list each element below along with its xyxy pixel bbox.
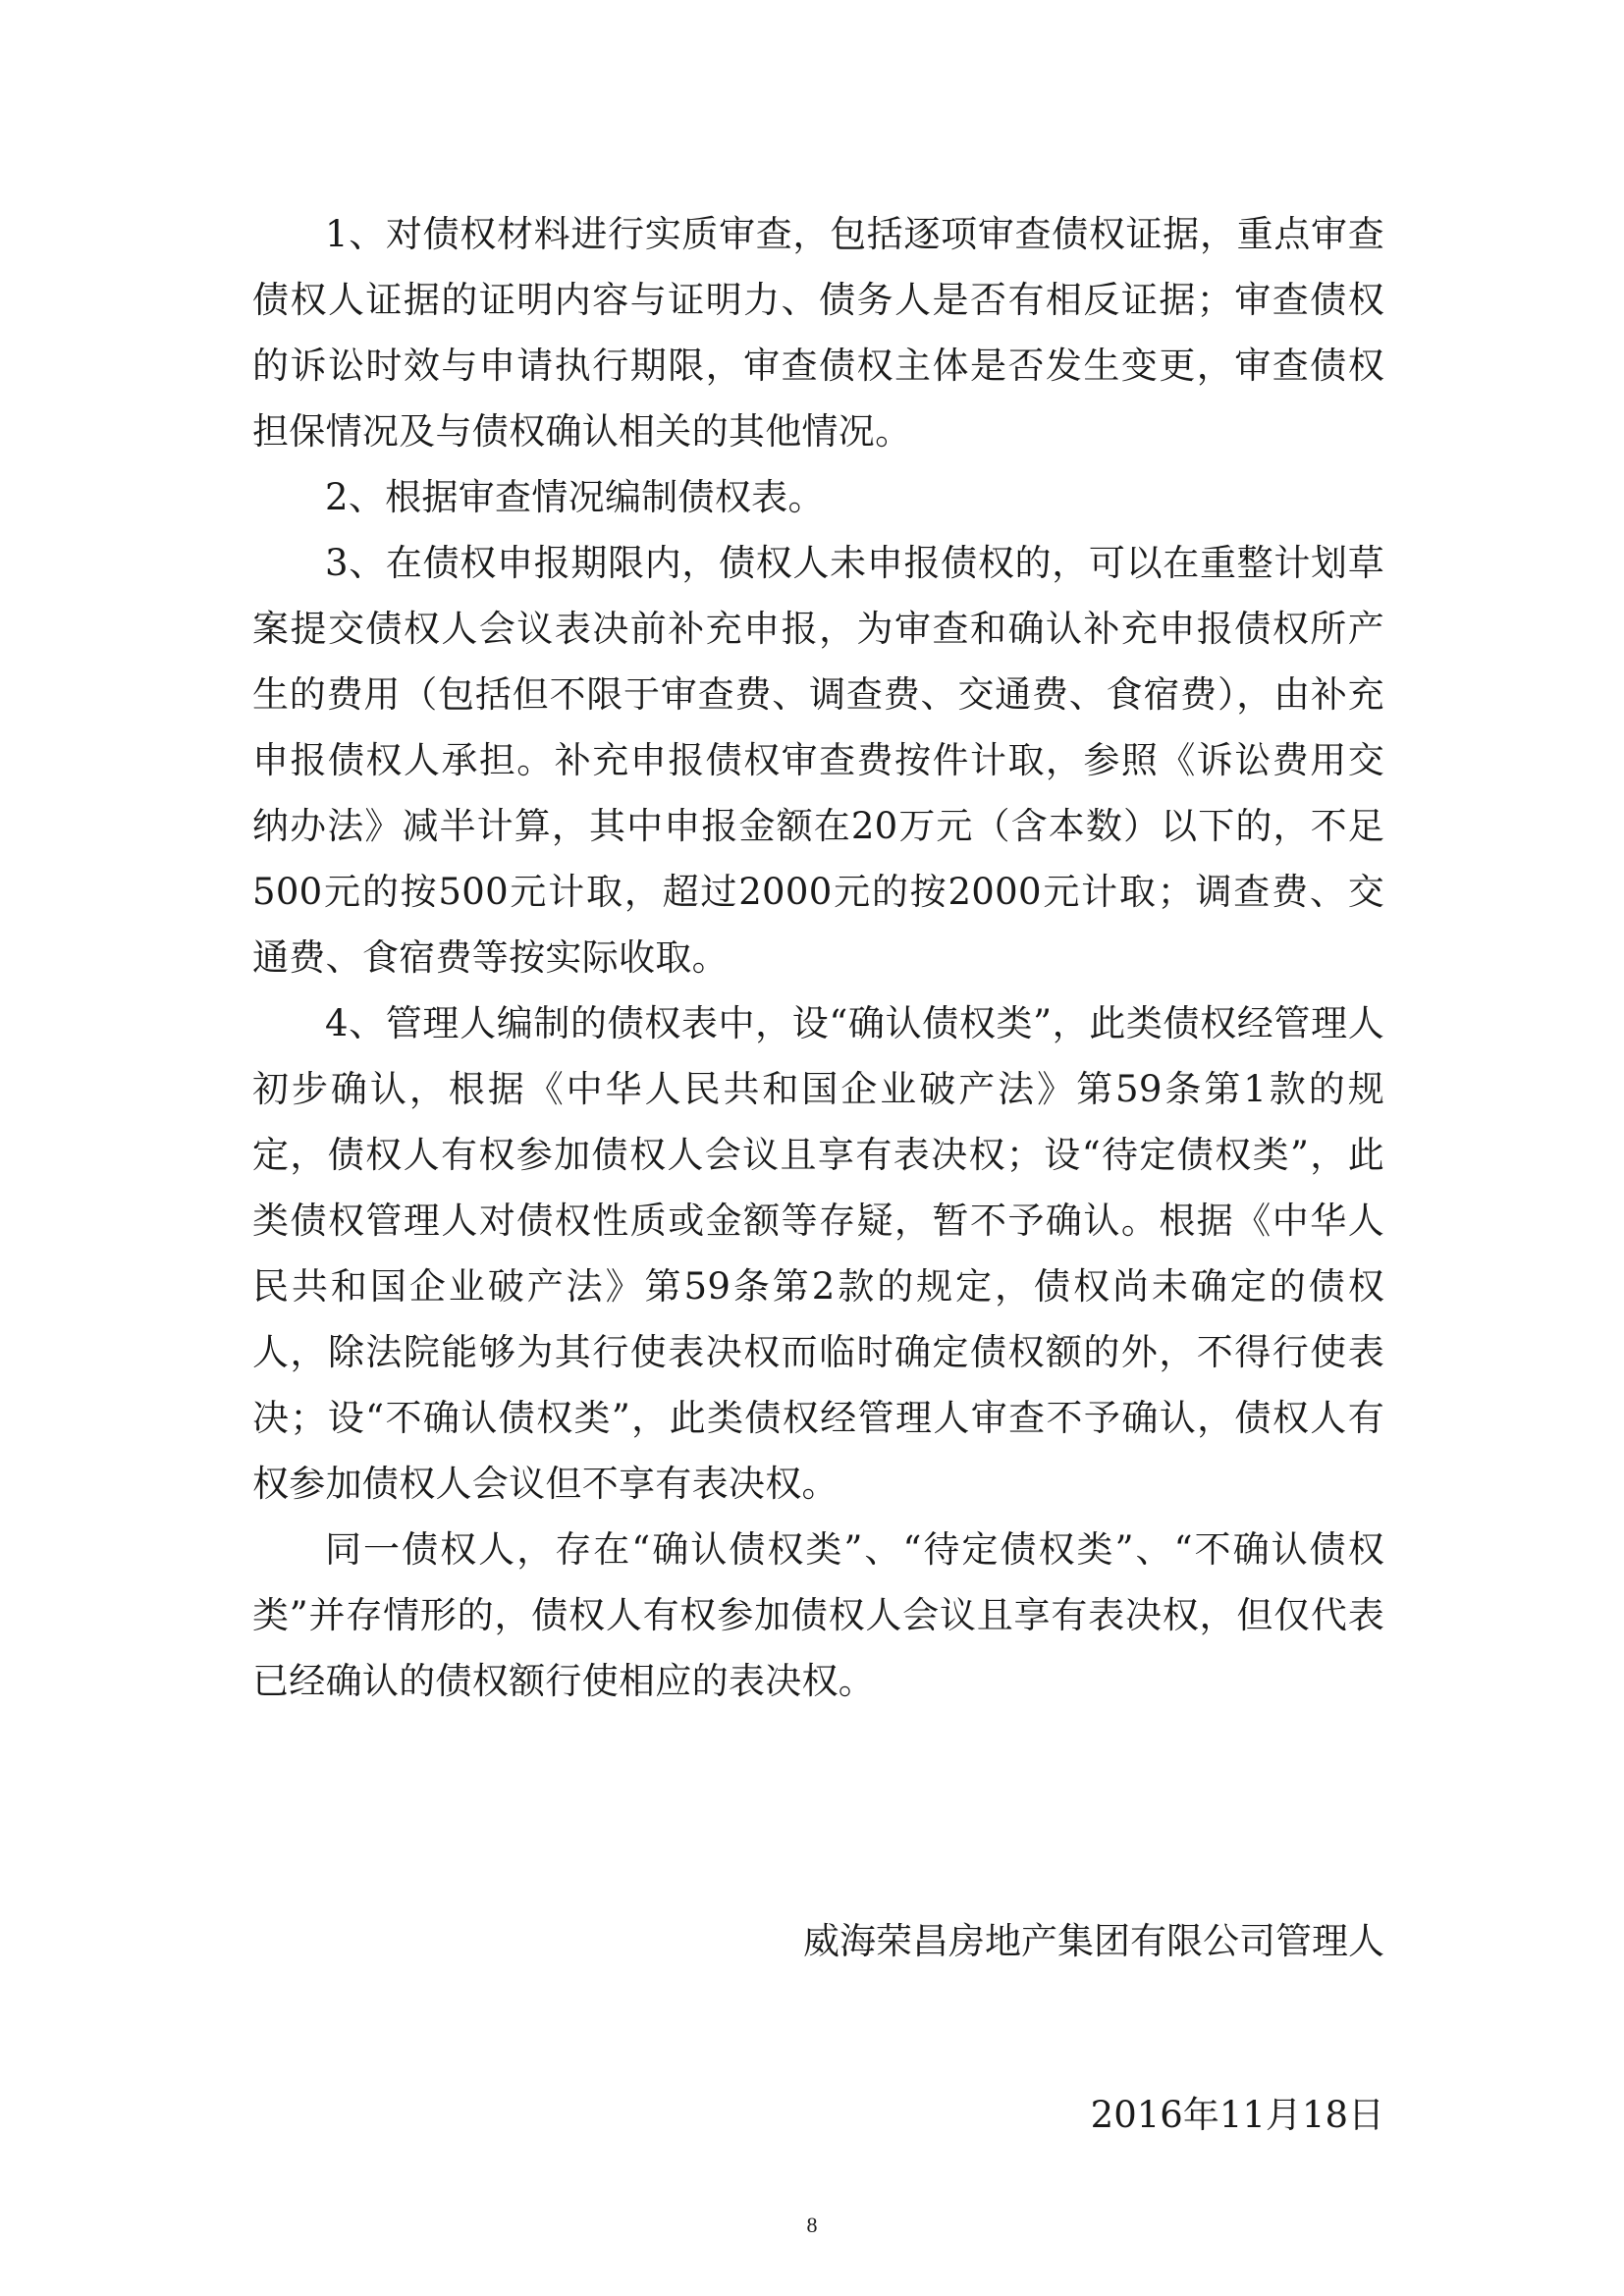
- signature-date: 2016年11月18日: [1090, 2094, 1384, 2136]
- paragraph-5-same-creditor: 同一债权人，存在“确认债权类”、“待定债权类”、“不确认债权类”并存情形的，债权人有权参加债权人会议且享有表决权，但仅代表已经确认的债权额行使相应的表决权。: [252, 1528, 1384, 1702]
- document-body: [252, 201, 1384, 1714]
- paragraph-2-compile-claims-table: 2、根据审查情况编制债权表。: [325, 476, 825, 518]
- page-number: 8: [806, 2213, 818, 2237]
- paragraph-4-claim-categories: 4、管理人编制的债权表中，设“确认债权类”，此类债权经管理人初步确认，根据《中华人民共和国企业破产法》第59条第1款的规定，债权人有权参加债权人会议且享有表决权；设“待定债权类”，此类债权管理人对债权性质或金额等存疑，暂不予确认。根据《中华人民共和国企业破产法》第59条第2款的规定，债权尚未确定的债权人，除法院能够为其行使表决权而临时确定债权额的外，不得行使表决；设“不确认债权类”，此类债权经管理人审查不予确认，债权人有权参加债权人会议但不享有表决权。: [252, 1002, 1384, 1505]
- paragraph-1-review-claims: 1、对债权材料进行实质审查，包括逐项审查债权证据，重点审查债权人证据的证明内容与证明力、债务人是否有相反证据；审查债权的诉讼时效与申请执行期限，审查债权主体是否发生变更，审查债权担保情况及与债权确认相关的其他情况。: [252, 213, 1384, 453]
- signature-administrator: 威海荣昌房地产集团有限公司管理人: [803, 1920, 1384, 1962]
- paragraph-3-supplementary-declaration: 3、在债权申报期限内，债权人未申报债权的，可以在重整计划草案提交债权人会议表决前补充申报，为审查和确认补充申报债权所产生的费用（包括但不限于审查费、调查费、交通费、食宿费），由补充申报债权人承担。补充申报债权审查费按件计取，参照《诉讼费用交纳办法》减半计算，其中申报金额在20万元（含本数）以下的，不足500元的按500元计取，超过2000元的按2000元计取；调查费、交通费、食宿费等按实际收取。: [252, 542, 1384, 979]
